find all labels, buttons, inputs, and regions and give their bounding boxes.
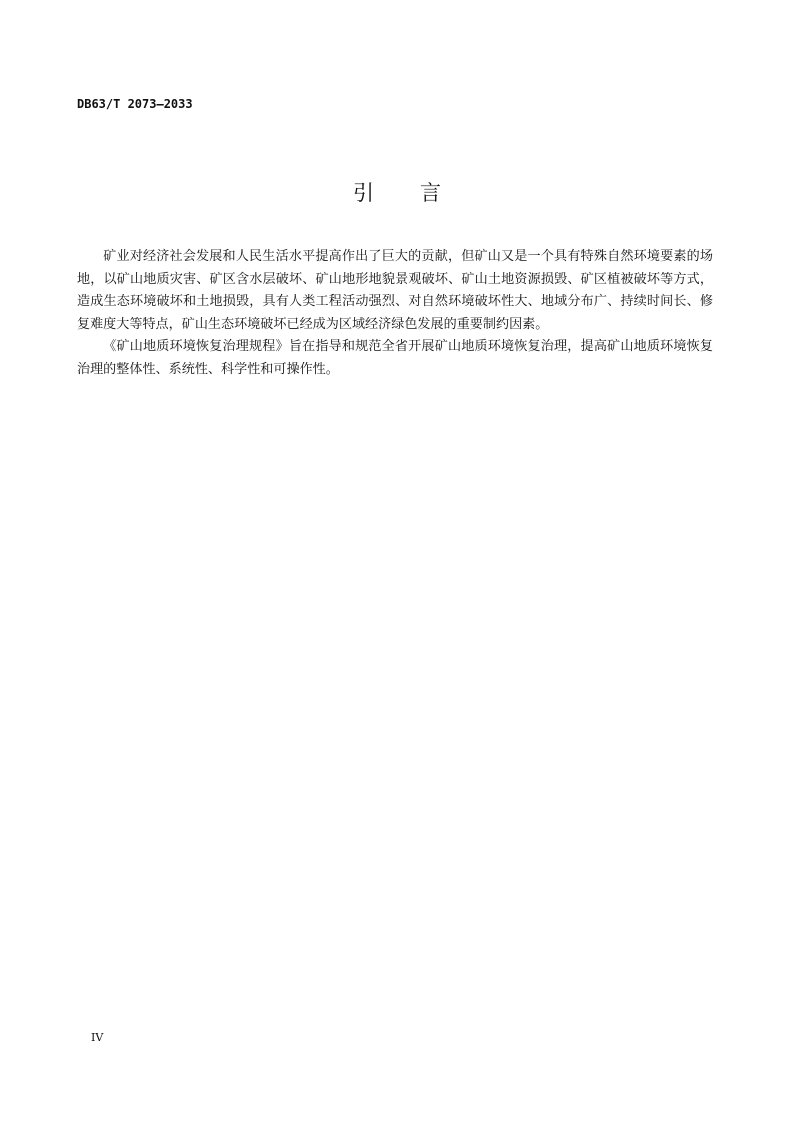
introduction-body	[77, 246, 713, 382]
page-number: IV	[91, 1031, 104, 1044]
title-char-1: 引	[353, 181, 374, 205]
paragraph-2: 《矿山地质环境恢复治理规程》旨在指导和规范全省开展矿山地质环境恢复治理，提高矿山地质环境恢复治理的整体性、系统性、科学性和可操作性。	[77, 339, 713, 377]
document-code: DB63/T 2073—2033	[77, 97, 193, 111]
paragraph-1: 矿业对经济社会发展和人民生活水平提高作出了巨大的贡献，但矿山又是一个具有特殊自然环境要素的场地，以矿山地质灾害、矿区含水层破坏、矿山地形地貌景观破坏、矿山土地资源损毁、矿区植被破坏等方式，造成生态环境破坏和土地损毁，具有人类工程活动强烈、对自然环境破坏性大、地域分布广、持续时间长、修复难度大等特点，矿山生态环境破坏已经成为区域经济绿色发展的重要制约因素。	[77, 249, 713, 332]
title-char-2: 言	[420, 181, 441, 205]
page-title	[0, 177, 794, 207]
